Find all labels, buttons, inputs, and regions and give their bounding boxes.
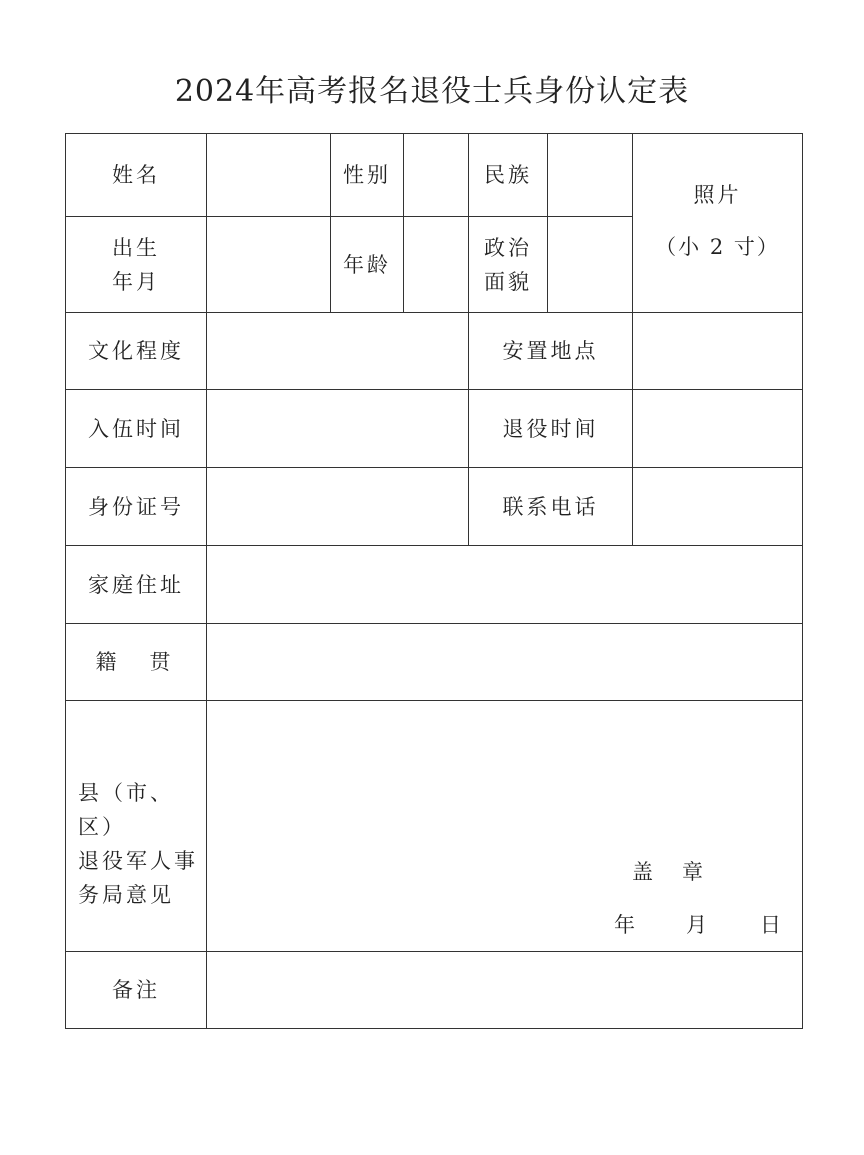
id-number-field[interactable] [207,468,468,545]
label-county-opinion-line1: 县（市、区） [78,781,174,839]
seal-label: 盖 章 [632,860,707,884]
label-remarks: 备注 [112,978,160,1002]
label-gender: 性别 [343,163,391,187]
birth-field[interactable] [207,217,330,312]
table-border-bottom [65,1028,803,1029]
political-field[interactable] [548,217,632,312]
native-place-field[interactable] [207,624,802,700]
label-county-opinion-line2: 退役军人事 [78,849,198,873]
discharge-time-field[interactable] [633,390,802,467]
education-field[interactable] [207,313,468,389]
label-placement: 安置地点 [502,339,599,363]
remarks-field[interactable] [207,952,802,1028]
label-enlist-time: 入伍时间 [88,416,184,441]
phone-field[interactable] [633,468,802,545]
table-border-right [802,133,803,1029]
label-phone: 联系电话 [502,494,599,519]
label-name: 姓名 [112,163,160,187]
label-education: 文化程度 [88,339,184,363]
label-photo-size: （小 2 寸） [655,235,780,259]
label-political-line2: 面貌 [484,269,532,294]
photo-area[interactable] [633,134,802,312]
address-field[interactable] [207,546,802,623]
gender-field[interactable] [404,134,468,216]
age-field[interactable] [404,217,468,312]
label-birth-line2: 年月 [112,269,160,294]
label-id-number: 身份证号 [88,494,184,519]
label-address: 家庭住址 [88,572,184,597]
label-political [469,217,547,312]
label-age: 年龄 [343,252,391,277]
name-field[interactable] [207,134,330,216]
date-day-label: 日 [760,913,781,937]
label-ethnicity: 民族 [484,163,532,187]
ethnicity-field[interactable] [548,134,632,216]
label-county-opinion-line3: 务局意见 [78,883,174,907]
date-year-label: 年 [614,913,635,937]
label-discharge-time: 退役时间 [502,416,599,441]
page-title: 2024年高考报名退役士兵身份认定表 [174,74,690,109]
label-county-opinion [78,776,206,912]
label-photo: 照片 [693,183,742,207]
label-birth-line1: 出生 [112,235,160,260]
date-month-label: 月 [686,913,707,937]
label-native-place: 籍 贯 [95,650,177,674]
label-birth [66,217,206,312]
label-political-line1: 政治 [484,235,532,260]
enlist-time-field[interactable] [207,390,468,467]
county-opinion-field[interactable] [207,701,802,841]
placement-field[interactable] [633,313,802,389]
